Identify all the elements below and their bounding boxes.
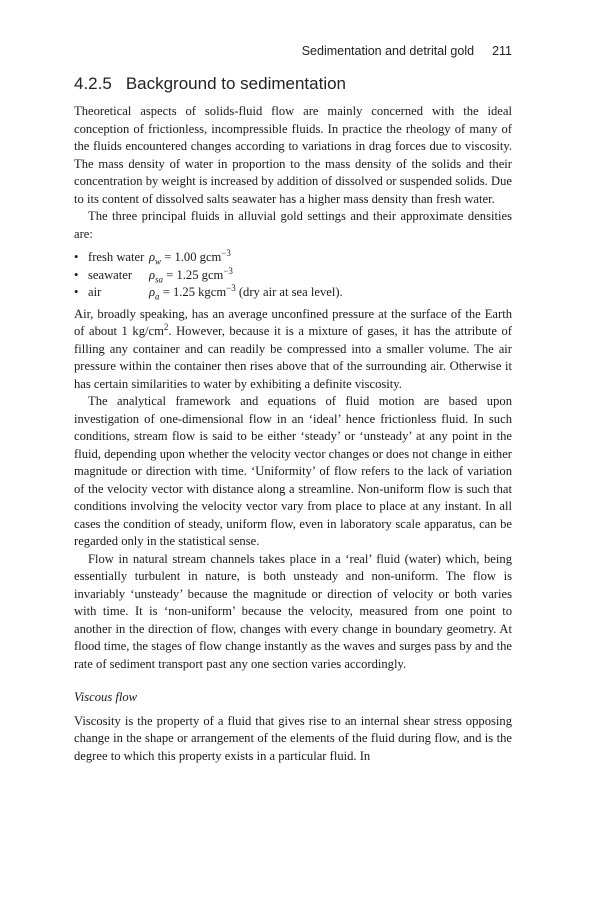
body-text [74,103,512,765]
fluid-name: seawater [88,267,133,282]
fluid-name: air [88,285,102,299]
density-formula: $\rho_a = 1.25$ kgcm$^{-3}$ (dry air at sea level). [149,282,343,302]
density-formula: $\rho_w = 1.00$ gcm$^{-3}$ [149,247,231,267]
density-formula: $\rho_{sa} = 1.25$ gcm$^{-3}$ [149,265,233,285]
bullet: • [74,267,79,282]
running-head-title: Sedimentation and detrital gold [301,44,475,58]
section-number: 4.2.5 [74,74,112,93]
section-title: Background to sedimentation [125,74,347,93]
list-item [74,284,512,302]
paragraph: Viscosity is the property of a fluid that gives rise to an internal shear stress opposing change in the shape or arrangement of the elements of the fluid during flow, and is the degree to which this property exists in a particular fluid. In [74,713,512,763]
paragraph: Air, broadly speaking, has an average unconfined pressure at the surface of the Earth of about 1 $kg/cm^2$. However, because it is a mixture of gases, it has the attribute of filling any container and can readily be compressed into a smaller volume. The air pressure within the container then rises above that of the surrounding air. Otherwise it has certain similarities to water by exhibiting a definite viscosity. [74,306,512,391]
bullet: • [74,285,79,299]
running-head [302,44,512,58]
density-list [74,249,512,302]
page-number: 211 [492,44,512,58]
bullet: • [74,250,79,264]
section-heading [74,74,346,94]
paragraph: The analytical framework and equations of fluid motion are based upon investigation of one-dimensional flow in an ‘ideal’ hence frictionless fluid. In such conditions, stream flow is said to be either ‘steady’ or ‘unsteady’ at any point in the fluid, depending upon whether the velocity vector changes or does not change in either magnitude or direction with time. ‘Uniformity’ of flow refers to the lack of variation of the velocity vector with distance along a streamline. Non-uniform flow is such that conditions involving the velocity vector vary from place to place at any instant. In all cases the condition of steady, uniform flow, even in laboratory scale apparatus, can be regarded only in the statistical sense. [74,394,512,548]
subsection-heading: Viscous flow [74,690,138,704]
paragraph: The three principal fluids in alluvial gold settings and their approximate densities are: [74,209,512,241]
list-item [74,249,512,267]
fluid-name: fresh water [88,250,145,264]
paragraph: Theoretical aspects of solids-fluid flow are mainly concerned with the ideal conception of frictionless, incompressible fluids. In practice the rheology of many of the fluids encountered changes according to variations in drag forces due to viscosity. The mass density of water in proportion to the mass density of the solids and their concentration by weight is increased by addition of dissolved or suspended solids. Due to its content of dissolved salts seawater has a higher mass density than fresh water. [74,104,512,206]
list-item [74,267,512,285]
paragraph: Flow in natural stream channels takes place in a ‘real’ fluid (water) which, being essentially turbulent in nature, is both unsteady and non-uniform. The flow is invariably ‘unsteady’ because the magnitude or direction of velocity or both varies with time. It is ‘non-uniform’ because the velocity, measured from one point to another in the direction of flow, changes with every change in boundary geometry. At flood time, the stages of flow change instantly as the waves and surges pass by and the rate of sediment transport past any one section varies accordingly. [74,551,512,671]
